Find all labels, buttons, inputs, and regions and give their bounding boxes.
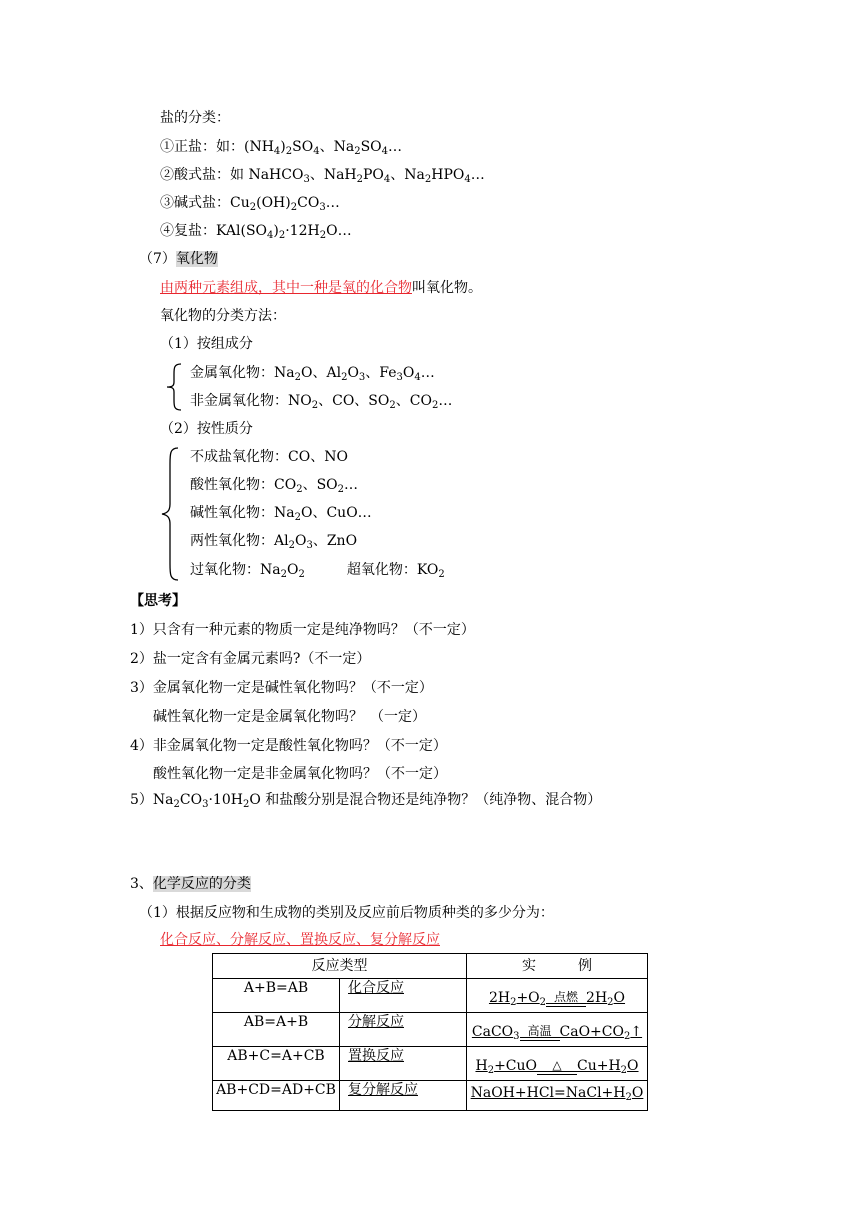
think-q4b: 酸性氧化物一定是非金属氧化物吗？（不一定） xyxy=(153,766,447,782)
oxide-heading: （7）氧化物 xyxy=(139,251,218,267)
amphoteric-oxides: 两性氧化物：$Al_2O_3$、ZnO xyxy=(190,533,358,551)
peroxides: 过氧化物：$Na_2O_2$ 超氧化物：$KO_2$ xyxy=(190,562,445,580)
example-cell: $H_2+CuO$ △ $Cu+H_2O$ xyxy=(467,1047,648,1081)
think-q2: 2）盐一定含有金属元素吗?（不一定） xyxy=(130,651,371,667)
basic-oxides: 碱性氧化物：$Na_2O$、CuO… xyxy=(190,505,372,523)
table-row xyxy=(213,1047,648,1081)
think-q1: 1）只含有一种元素的物质一定是纯净物吗？（不一定） xyxy=(130,622,475,638)
acidic-oxides: 酸性氧化物：$CO_2$、$SO_2\dots$ xyxy=(190,477,359,495)
type-cell: 复分解反应 xyxy=(340,1081,467,1111)
type-cell: 化合反应 xyxy=(340,979,467,1013)
table-row xyxy=(213,1081,648,1111)
formula-cell: AB+C=A+CB xyxy=(213,1047,340,1081)
reaction-types: 化合反应、分解反应、置换反应、复分解反应 xyxy=(160,932,440,948)
think-title: 【思考】 xyxy=(130,593,186,609)
salt-double: ④复盐：$KAl(SO_4)_2\cdot 12H_2O\dots$ xyxy=(160,223,352,241)
type-cell: 置换反应 xyxy=(340,1047,467,1081)
formula-cell: AB=A+B xyxy=(213,1013,340,1047)
metal-oxides: 金属氧化物：$Na_2O$、$Al_2O_3$、$Fe_3O_4\dots$ xyxy=(190,365,435,383)
think-q3a: 3）金属氧化物一定是碱性氧化物吗？（不一定） xyxy=(130,680,433,696)
salt-normal: ①正盐：如：$(NH_4)_2SO_4$、$Na_2SO_4\dots$ xyxy=(160,139,403,157)
example-cell: $2H_2+O_2$ 点燃 $2H_2O$ xyxy=(467,979,648,1013)
think-q5: $5)Na_2CO_3\cdot 10H_2O$ 和盐酸分别是混合物还是纯净物？（纯净物、混合物） xyxy=(130,792,602,810)
oxide-definition: 由两种元素组成，其中一种是氧的化合物叫氧化物。 xyxy=(160,280,482,296)
formula-cell: A+B=AB xyxy=(213,979,340,1013)
think-q4a: 4）非金属氧化物一定是酸性氧化物吗？（不一定） xyxy=(130,738,447,754)
table-row xyxy=(213,979,648,1013)
header-reaction-type: 反应类型 xyxy=(213,954,467,979)
brace-composition xyxy=(163,362,185,412)
formula-cell: AB+CD=AD+CB xyxy=(213,1081,340,1111)
header-example: 实 例 xyxy=(467,954,648,979)
nonsalt-oxides: 不成盐氧化物：CO、NO xyxy=(190,449,348,465)
example-cell: CaCO$_3$ 高温 $CaO+CO_2↑$ xyxy=(467,1013,648,1047)
section3-heading: 3、化学反应的分类 xyxy=(130,876,251,892)
salt-title: 盐的分类： xyxy=(160,110,230,126)
example-cell: $NaOH+HCl=NaCl+H_2O$ xyxy=(467,1081,648,1111)
brace-property xyxy=(158,446,182,582)
nonmetal-oxides: 非金属氧化物：$NO_2$、CO、$SO_2$、$CO_2\dots$ xyxy=(190,393,453,411)
type-cell: 分解反应 xyxy=(340,1013,467,1047)
table-header-row xyxy=(213,954,648,979)
section3-sub1: （1）根据反应物和生成物的类别及反应前后物质种类的多少分为： xyxy=(139,905,554,921)
oxide-by-property: （2）按性质分 xyxy=(160,421,253,437)
oxide-by-composition: （1）按组成分 xyxy=(160,336,253,352)
table-row xyxy=(213,1013,648,1047)
think-q3b: 碱性氧化物一定是金属氧化物吗？ （一定） xyxy=(153,709,426,725)
reaction-table xyxy=(212,953,648,1111)
salt-basic: ③碱式盐：$Cu_2(OH)_2CO_3\dots$ xyxy=(160,195,340,213)
salt-acid: ②酸式盐：如 NaHCO$_3$、$NaH_2PO_4$、$Na_2HPO_4\dots$ xyxy=(160,167,485,185)
oxide-method: 氧化物的分类方法： xyxy=(160,308,286,324)
